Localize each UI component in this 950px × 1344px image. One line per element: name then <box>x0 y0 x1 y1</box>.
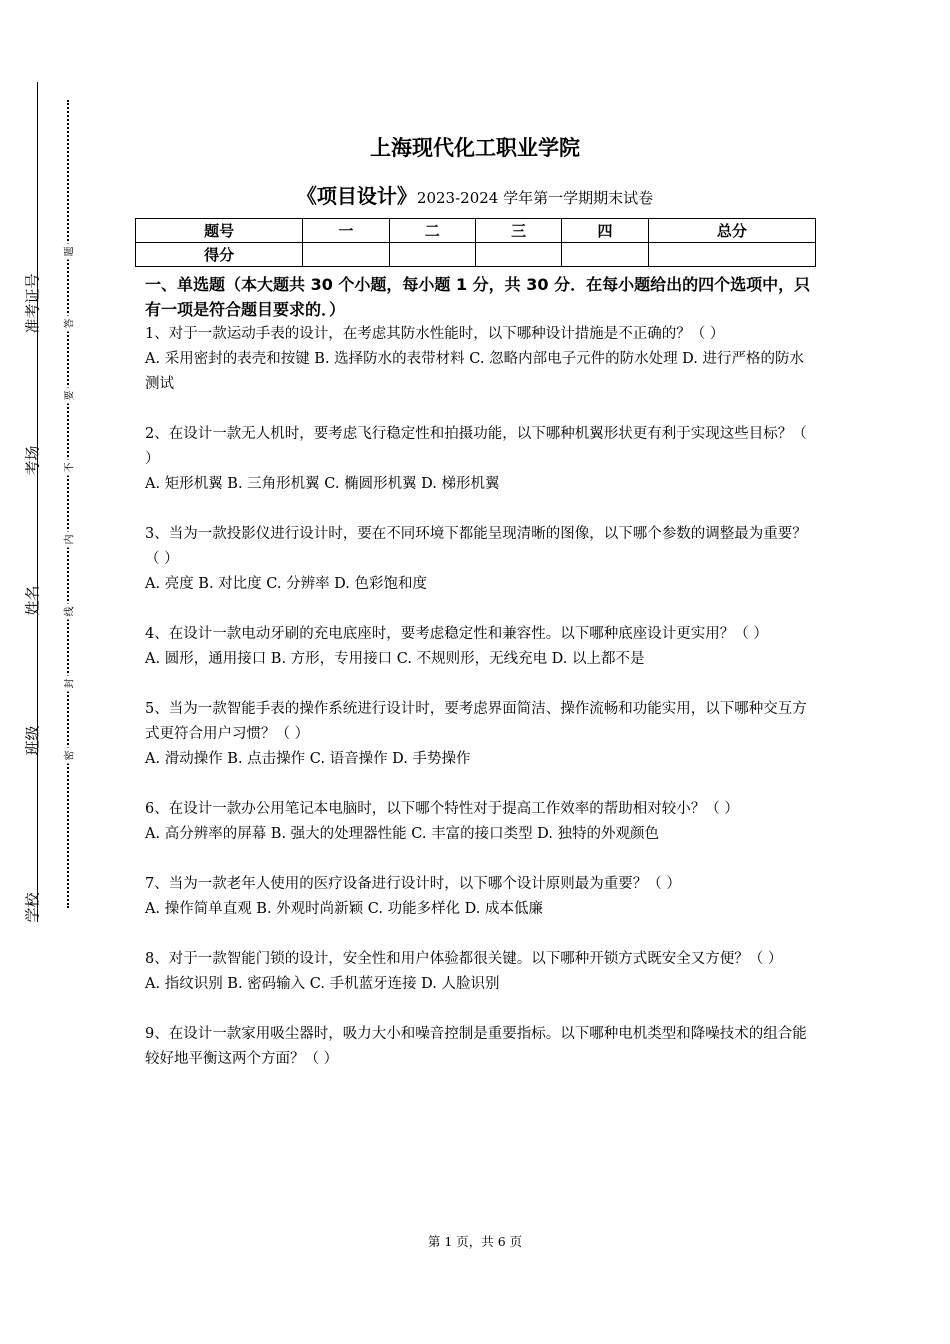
seal-char: 答 <box>61 316 76 332</box>
question-stem: 9、在设计一款家用吸尘器时，吸力大小和噪音控制是重要指标。以下哪种电机类型和降噪技术的组合能较好地平衡这两个方面？（ ） <box>145 1026 807 1067</box>
score-header-cell: 总分 <box>648 219 815 243</box>
seal-char: 不 <box>61 460 76 476</box>
course-title: 《项目设计》 <box>296 184 417 208</box>
exam-subtitle <box>0 180 950 209</box>
question-options: A. 圆形，通用接口 B. 方形，专用接口 C. 不规则形，无线充电 D. 以上都不是 <box>145 651 645 667</box>
score-header-cell: 题号 <box>136 219 303 243</box>
question-stem: 2、在设计一款无人机时，要考虑飞行稳定性和拍摄功能，以下哪种机翼形状更有利于实现这些目标？（ ） <box>145 426 807 467</box>
question-item <box>145 697 817 772</box>
seal-char: 线 <box>61 604 76 620</box>
score-header-cell: 二 <box>389 219 475 243</box>
score-cell <box>303 243 389 267</box>
class-label: 班级 <box>23 725 42 756</box>
score-cell <box>389 243 475 267</box>
question-stem: 4、在设计一款电动牙刷的充电底座时，要考虑稳定性和兼容性。以下哪种底座设计更实用？（ ） <box>145 626 768 642</box>
question-stem: 8、对于一款智能门锁的设计，安全性和用户体验都很关键。以下哪种开锁方式既安全又方便？（ ） <box>145 951 783 967</box>
question-stem: 1、对于一款运动手表的设计，在考虑其防水性能时，以下哪种设计措施是不正确的？（ ） <box>145 326 725 342</box>
score-table-header-row <box>136 219 816 243</box>
score-header-cell: 四 <box>562 219 648 243</box>
score-header-cell: 三 <box>475 219 561 243</box>
seal-dotted-line <box>67 100 69 908</box>
question-item <box>145 1022 817 1072</box>
question-item <box>145 522 817 597</box>
question-options: A. 亮度 B. 对比度 C. 分辨率 D. 色彩饱和度 <box>145 576 428 592</box>
question-stem: 7、当为一款老年人使用的医疗设备进行设计时，以下哪个设计原则最为重要？（ ） <box>145 876 681 892</box>
school-label: 学校 <box>23 892 42 923</box>
exam-room-label: 考场 <box>23 445 42 476</box>
seal-char: 封 <box>61 676 76 692</box>
score-cell <box>562 243 648 267</box>
question-item <box>145 422 817 497</box>
exam-number-label: 准考证号 <box>23 273 42 334</box>
question-stem: 6、在设计一款办公用笔记本电脑时，以下哪个特性对于提高工作效率的帮助相对较小？（ ） <box>145 801 739 817</box>
question-item <box>145 622 817 672</box>
question-item <box>145 947 817 997</box>
question-stem: 5、当为一款智能手表的操作系统进行设计时，要考虑界面简洁、操作流畅和功能实用，以下哪种交互方式更符合用户习惯？（ ） <box>145 701 807 742</box>
seal-char: 密 <box>61 748 76 764</box>
question-item <box>145 797 817 847</box>
seal-char: 题 <box>61 244 76 260</box>
question-options: A. 滑动操作 B. 点击操作 C. 语音操作 D. 手势操作 <box>145 751 471 767</box>
question-options: A. 矩形机翼 B. 三角形机翼 C. 椭圆形机翼 D. 梯形机翼 <box>145 476 500 492</box>
score-row-label: 得分 <box>136 243 303 267</box>
question-options: A. 操作简单直观 B. 外观时尚新颖 C. 功能多样化 D. 成本低廉 <box>145 901 544 917</box>
section-heading: 一、单选题（本大题共 30 个小题，每小题 1 分，共 30 分．在每小题给出的四个选项中，只有一项是符合题目要求的．） <box>145 275 811 319</box>
question-list <box>145 322 817 1097</box>
name-label: 姓名 <box>23 585 42 616</box>
score-cell <box>648 243 815 267</box>
score-table <box>135 218 816 267</box>
score-table-score-row <box>136 243 816 267</box>
page-number: 第 1 页，共 6 页 <box>427 1234 523 1249</box>
score-header-cell: 一 <box>303 219 389 243</box>
exam-term: 2023-2024 学年第一学期期末试卷 <box>416 189 654 207</box>
score-cell <box>475 243 561 267</box>
question-stem: 3、当为一款投影仪进行设计时，要在不同环境下都能呈现清晰的图像，以下哪个参数的调整最为重要？（ ） <box>145 526 807 567</box>
question-options: A. 高分辨率的屏幕 B. 强大的处理器性能 C. 丰富的接口类型 D. 独特的外观颜色 <box>145 826 660 842</box>
question-options: A. 采用密封的表壳和按键 B. 选择防水的表带材料 C. 忽略内部电子元件的防水处理 D. 进行严格的防水测试 <box>145 351 805 392</box>
question-item <box>145 322 817 397</box>
question-options: A. 指纹识别 B. 密码输入 C. 手机蓝牙连接 D. 人脸识别 <box>145 976 500 992</box>
seal-char: 内 <box>61 532 76 548</box>
question-item <box>145 872 817 922</box>
seal-char: 要 <box>61 388 76 404</box>
school-title: 上海现代化工职业学院 <box>370 136 580 160</box>
